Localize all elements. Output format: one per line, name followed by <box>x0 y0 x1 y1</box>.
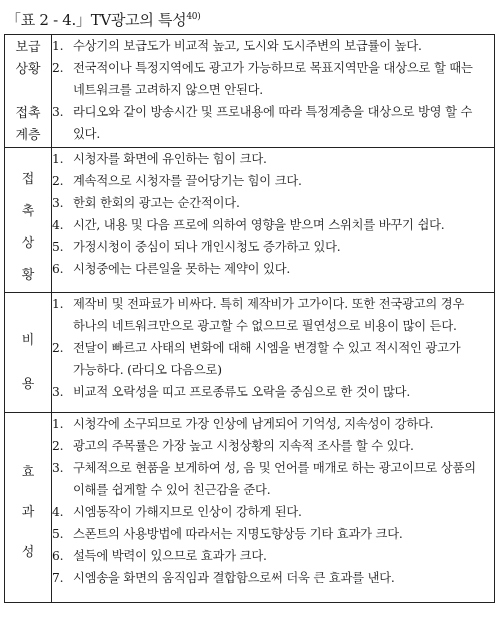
list-item <box>52 148 494 170</box>
item-number: 6. <box>52 262 64 276</box>
items-cell <box>52 35 495 148</box>
list-item <box>52 457 494 501</box>
item-number: 3. <box>52 385 64 399</box>
item-text: 시엠송을 화면의 움직임과 결합함으로써 더욱 큰 효과를 낸다. <box>73 571 395 585</box>
category-cell <box>5 293 52 413</box>
list-item <box>52 381 494 403</box>
item-text: 가정시청이 중심이 되나 개인시청도 증가하고 있다. <box>73 240 341 254</box>
items-cell <box>52 413 495 603</box>
item-text: 계속적으로 시청자를 끌어당기는 힘이 크다. <box>73 174 302 188</box>
list-item <box>52 523 494 545</box>
tv-ad-characteristics-table <box>4 34 495 603</box>
item-number: 5. <box>52 240 64 254</box>
list-item <box>52 258 494 280</box>
category-label: 접촉 <box>15 106 41 121</box>
item-number: 2. <box>52 61 64 75</box>
list-item <box>52 413 494 435</box>
item-number: 5. <box>52 527 64 541</box>
item-number: 4. <box>52 218 64 232</box>
item-text: 제작비 및 전파료가 비싸다. 특히 제작비가 고가이다. 또한 전국광고의 경우 하나의 네트워크만으로 광고할 수 없으므로 필연성으로 비용이 많이 든다. <box>73 297 465 333</box>
item-number: 3. <box>52 196 64 210</box>
item-number: 1. <box>52 39 64 53</box>
table-row <box>5 35 495 148</box>
list-item <box>52 57 494 101</box>
item-text: 설득에 박력이 있으므로 효과가 크다. <box>73 549 267 563</box>
category-label: 황 <box>21 268 35 283</box>
item-number: 2. <box>52 174 64 188</box>
list-item <box>52 35 494 57</box>
item-list <box>52 413 494 589</box>
category-label: 용 <box>21 377 35 392</box>
item-text: 시청중에는 다른일을 못하는 제약이 있다. <box>73 262 291 276</box>
item-number: 4. <box>52 505 64 519</box>
item-text: 광고의 주목률은 가장 높고 시청상황의 지속적 조사를 할 수 있다. <box>73 439 414 453</box>
list-item <box>52 501 494 523</box>
item-text: 한회 한회의 광고는 순간적이다. <box>73 196 240 210</box>
category-label: 효 <box>21 465 35 480</box>
list-item <box>52 192 494 214</box>
category-label: 성 <box>21 545 35 560</box>
category-label: 접 <box>21 172 35 187</box>
caption-footnote: 40) <box>186 12 201 22</box>
item-list <box>52 148 494 280</box>
caption-text: 「표 2 - 4.」TV광고의 특성 <box>6 11 187 29</box>
item-text: 시간, 내용 및 다음 프로에 의하여 영향을 받으며 스위치를 바꾸기 쉽다. <box>73 218 445 232</box>
list-item <box>52 214 494 236</box>
table-caption <box>6 2 200 32</box>
item-number: 1. <box>52 297 64 311</box>
list-item <box>52 101 494 145</box>
list-item <box>52 545 494 567</box>
item-list <box>52 293 494 403</box>
item-number: 7. <box>52 571 64 585</box>
category-label: 과 <box>21 505 35 520</box>
list-item <box>52 236 494 258</box>
items-cell <box>52 148 495 293</box>
list-item <box>52 567 494 589</box>
table-row <box>5 148 495 293</box>
item-number: 1. <box>52 152 64 166</box>
category-label: 상 <box>21 236 35 251</box>
list-item <box>52 293 494 337</box>
category-label: 비 <box>21 333 35 348</box>
table-body <box>5 35 495 603</box>
table-row <box>5 293 495 413</box>
item-text: 스폰트의 사용방법에 따라서는 지명도향상등 기타 효과가 크다. <box>73 527 403 541</box>
table-row <box>5 413 495 603</box>
category-cell <box>5 413 52 603</box>
list-item <box>52 435 494 457</box>
item-text: 구체적으로 현품을 보게하여 성, 음 및 언어를 매개로 하는 광고이므로 상품의 이해를 쉽게할 수 있어 친근감을 준다. <box>73 461 476 497</box>
item-number: 3. <box>52 105 64 119</box>
item-text: 라디오와 같이 방송시간 및 프로내용에 따라 특정계층을 대상으로 방영 할 수 있다. <box>73 105 473 141</box>
items-cell <box>52 293 495 413</box>
item-text: 전달이 빠르고 사태의 변화에 대해 시엠을 변경할 수 있고 적시적인 광고가 가능하다. (라디오 다음으로) <box>73 341 461 377</box>
item-text: 전국적이나 특정지역에도 광고가 가능하므로 목표지역만을 대상으로 할 때는 네트워크를 고려하지 않으면 안된다. <box>73 61 473 97</box>
item-number: 1. <box>52 417 64 431</box>
item-list <box>52 35 494 145</box>
category-label: 보급 <box>15 40 41 55</box>
category-cell <box>5 148 52 293</box>
item-number: 3. <box>52 461 64 475</box>
category-cell <box>5 35 52 148</box>
item-text: 비교적 오락성을 띠고 프로종류도 오락을 중심으로 한 것이 많다. <box>73 385 411 399</box>
list-item <box>52 170 494 192</box>
item-text: 시엠동작이 가해지므로 인상이 강하게 된다. <box>73 505 302 519</box>
item-text: 시청각에 소구되므로 가장 인상에 남게되어 기억성, 지속성이 강하다. <box>73 417 434 431</box>
item-text: 시청자를 화면에 유인하는 힘이 크다. <box>73 152 267 166</box>
list-item <box>52 337 494 381</box>
category-label: 상황 <box>15 62 41 77</box>
item-number: 6. <box>52 549 64 563</box>
item-text: 수상기의 보급도가 비교적 높고, 도시와 도시주변의 보급률이 높다. <box>73 39 422 53</box>
category-label: 촉 <box>21 204 35 219</box>
category-label: 계층 <box>15 128 41 143</box>
item-number: 2. <box>52 439 64 453</box>
item-number: 2. <box>52 341 64 355</box>
